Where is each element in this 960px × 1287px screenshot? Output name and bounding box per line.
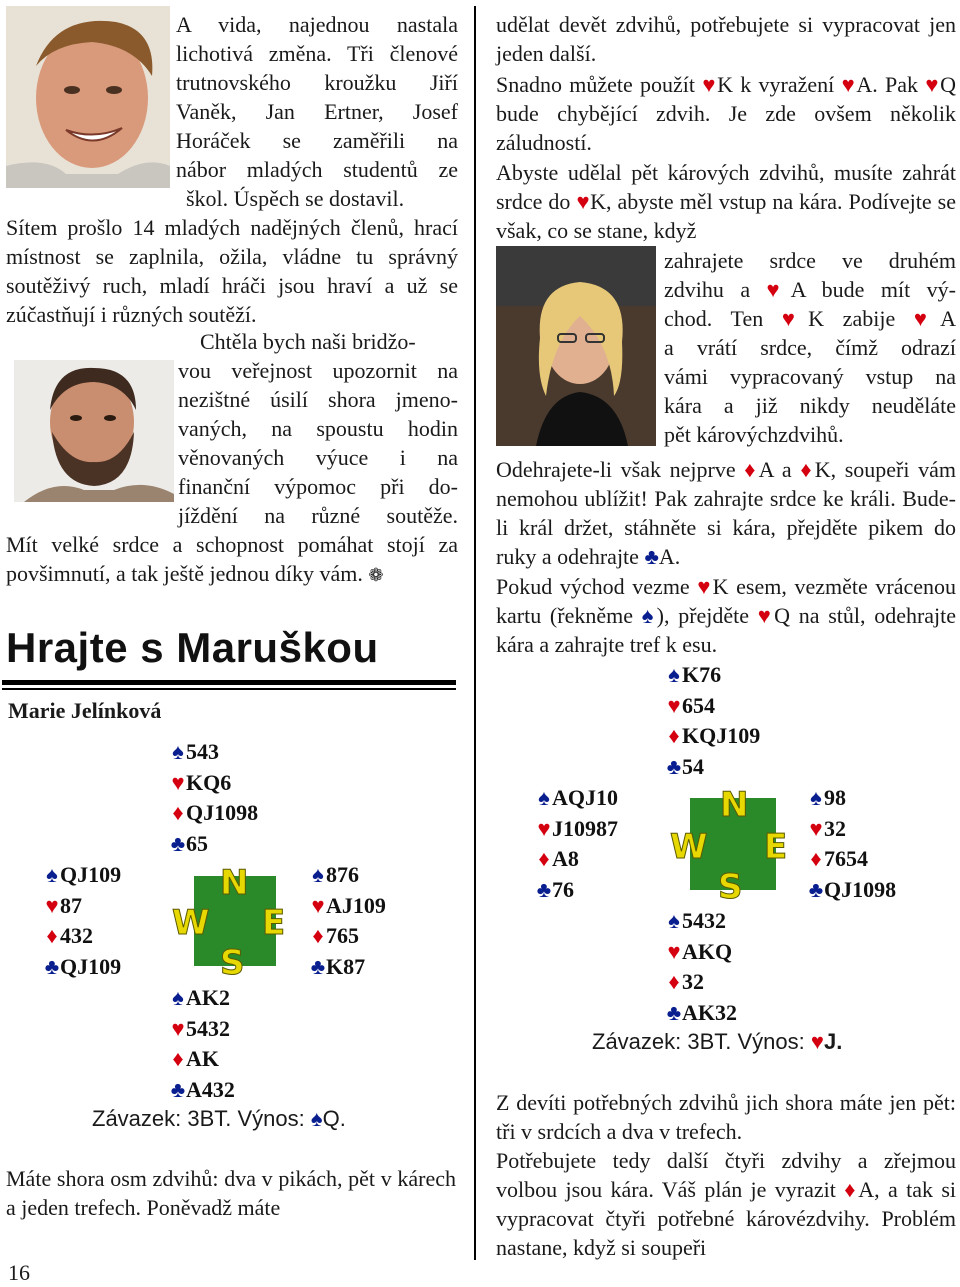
paragraph-r1: udělat devět zdvihů, potřebujete si vypracovat jen jeden další.	[496, 12, 956, 66]
heart-icon: ♥	[171, 769, 185, 795]
heart-icon: ♥	[576, 189, 591, 214]
hand-suit-line: ♠876	[310, 860, 386, 891]
compass-e: E	[764, 827, 788, 867]
deal1-north-hand	[170, 737, 258, 859]
wrap-line: vámi vypracovaný vstup na	[664, 364, 956, 389]
heart-icon: ♥	[171, 1015, 185, 1041]
heart-icon: ♥	[841, 72, 857, 97]
compass-n: N	[220, 863, 249, 903]
intro-line: lichotivá změna. Tři členové	[176, 41, 458, 66]
hand-suit-line: ♣54	[666, 752, 760, 783]
intro-line: trutnovského kroužku Jiří	[176, 70, 458, 95]
spade-icon: ♠	[810, 785, 822, 810]
club-icon: ♣	[170, 1076, 186, 1102]
diamond-icon: ♦	[844, 1177, 859, 1202]
intro-line: škol. Úspěch se dostavil.	[186, 186, 405, 211]
spade-icon: ♠	[668, 908, 680, 933]
heart-icon: ♥	[757, 603, 775, 628]
intro-line: Horáček se zaměřili na	[176, 128, 458, 153]
hand-suit-line: ♦ QJ1098	[170, 798, 258, 829]
deal2-contract: Závazek: 3BT. Výnos: ♥J.	[592, 1029, 843, 1054]
lead-card: Q.	[322, 1106, 346, 1131]
diamond-icon: ♦	[538, 846, 550, 872]
heading-rule-thin	[2, 688, 456, 690]
hand-suit-line: ♠AK2	[170, 983, 235, 1014]
spade-icon: ♠	[641, 603, 657, 628]
deal2-east-hand	[808, 783, 896, 905]
hand-suit-line: ♦ 765	[310, 921, 386, 952]
hand-suit-line: ♣A432	[170, 1075, 235, 1106]
deal1-compass	[168, 856, 298, 980]
deal2-north-hand	[666, 660, 760, 782]
deal2-west-hand	[536, 783, 618, 905]
compass-e: E	[262, 903, 286, 943]
hand-suit-line: ♠5432	[666, 906, 737, 937]
diamond-icon: ♦	[668, 969, 680, 995]
heart-icon: ♥	[810, 1029, 824, 1054]
intro-line: Vaněk, Jan Ertner, Josef	[176, 99, 458, 124]
paragraph-r4: Odehrajete-li však nejprve ♦A a ♦K, soupeři vám nemohou ublížit! Pak zahrajte srdce ke králi. Bude-li král držet, stáhněte si kára, přejděte pikem do ruky a odehrajte ♣A.	[496, 457, 956, 569]
photo-man-2	[14, 360, 174, 502]
club-icon: ♣	[44, 953, 60, 979]
hand-suit-line: ♠98	[808, 783, 896, 814]
paragraph-r3: Abyste udělal pět kárových zdvihů, musíte zahrát srdce do ♥K, abyste měl vstup na kára. Podívejte se však, co se stane, když	[496, 160, 957, 243]
hand-suit-line: ♥654	[666, 691, 760, 722]
thanks-text: Mít velké srdce a schopnost pomáhat stojí za povšimnutí, a tak ještě jednou díky vám.	[6, 532, 458, 586]
hand-suit-line: ♣AK32	[666, 998, 737, 1029]
spade-icon: ♠	[312, 862, 324, 887]
hand-suit-line: ♥AKQ	[666, 937, 737, 968]
paragraph-r3-wrap	[664, 246, 956, 449]
diamond-icon: ♦	[800, 457, 815, 482]
diamond-icon: ♦	[46, 923, 58, 949]
hand-suit-line: ♣65	[170, 829, 258, 860]
deal1-east-hand	[310, 860, 386, 982]
paragraph-r5: Pokud východ vezme ♥K esem, vezměte vrácenou kartu (řekněme ♠), přejděte ♥Q na stůl, odehrajte kára a zahrajte tref k esu.	[496, 574, 957, 657]
paragraph-new-members: Sítem prošlo 14 mladých nadějných členů, hrací místnost se zaplnila, ožila, vládne tu správný soutěživý ruch, mladí hráči jsou hraví a už se zúčastňují i různých soutěží.	[6, 215, 458, 327]
hand-suit-line: ♣QJ109	[44, 952, 121, 983]
appeal-line: věnovaných výuce i na	[178, 445, 458, 470]
heart-icon: ♥	[697, 574, 713, 599]
heart-icon: ♥	[537, 815, 551, 841]
diamond-icon: ♦	[668, 723, 680, 749]
heart-icon: ♥	[311, 892, 325, 918]
spade-icon: ♠	[46, 862, 58, 887]
column-divider	[474, 6, 476, 1260]
hand-suit-line: ♣76	[536, 875, 618, 906]
compass-w: W	[172, 903, 210, 943]
lead-card: J.	[823, 1029, 843, 1054]
hand-suit-line: ♥32	[808, 814, 896, 845]
author-name: Marie Jelínková	[8, 698, 162, 723]
compass-n: N	[720, 785, 749, 825]
hand-suit-line: ♥87	[44, 891, 121, 922]
appeal-line: vaných, na spoustu hodin	[178, 416, 458, 441]
club-icon: ♣	[536, 876, 552, 902]
hand-suit-line: ♥KQ6	[170, 768, 258, 799]
hand-suit-line: ♠QJ109	[44, 860, 121, 891]
diamond-icon: ♦	[312, 923, 324, 949]
hand-suit-line: ♦ KQJ109	[666, 721, 760, 752]
intro-line: nábor mladých studentů ze	[176, 157, 458, 182]
compass-w: W	[670, 827, 708, 867]
club-icon: ♣	[644, 544, 659, 569]
paragraph-thanks	[6, 530, 458, 590]
heading-rule-thick	[2, 680, 456, 685]
paragraph-r2: Snadno můžete použít ♥K k vyražení ♥A. Pak ♥Q bude chybějící zdvih. Je zde ovšem několik záludností.	[496, 72, 957, 155]
intro-paragraph	[176, 10, 458, 213]
hand-suit-line: ♥J10987	[536, 814, 618, 845]
club-icon: ♣	[666, 753, 682, 779]
club-icon: ♣	[666, 999, 682, 1025]
hand-suit-line: ♦ A8	[536, 844, 618, 875]
heart-icon: ♥	[667, 938, 681, 964]
paragraph-appeal	[178, 327, 458, 530]
spade-icon: ♠	[538, 785, 550, 810]
article-heading: Hrajte s Maruškou	[6, 624, 379, 671]
compass-s: S	[718, 867, 743, 904]
spade-icon: ♠	[310, 1106, 323, 1131]
hand-suit-line: ♦ 32	[666, 967, 737, 998]
deal1-west-hand	[44, 860, 121, 982]
diamond-icon: ♦	[810, 846, 822, 872]
diamond-icon: ♦	[744, 457, 759, 482]
appeal-line: Chtěla bych naši bridžo-	[200, 329, 416, 354]
wrap-line: chod. Ten ♥K zabije ♥A	[664, 306, 956, 331]
hand-suit-line: ♣QJ1098	[808, 875, 896, 906]
appeal-line: nezištné úsilí shora jmeno-	[178, 387, 458, 412]
heart-icon: ♥	[925, 72, 941, 97]
page-number: 16	[8, 1260, 30, 1285]
hand-suit-line: ♠543	[170, 737, 258, 768]
hand-suit-line: ♥5432	[170, 1014, 235, 1045]
heart-icon: ♥	[781, 306, 809, 331]
deal2-south-hand	[666, 906, 737, 1028]
spade-icon: ♠	[172, 739, 184, 764]
wrap-line: kára a již nikdy neuděláte	[664, 393, 956, 418]
club-icon: ♣	[170, 830, 186, 856]
wrap-line: a vrátí srdce, čímž odrazí	[664, 335, 956, 360]
hand-suit-line: ♣K87	[310, 952, 386, 983]
photo-man-1	[6, 6, 170, 188]
end-mark-icon: ❁	[368, 565, 384, 585]
paragraph-analysis-left: Máte shora osm zdvihů: dva v pikách, pět v kárech a jeden trefech. Poněvadž máte	[6, 1166, 456, 1220]
photo-woman	[496, 246, 656, 446]
appeal-line: vou veřejnost upozornit na	[178, 358, 458, 383]
compass-s: S	[220, 943, 245, 980]
appeal-line: jíždění na různé soutěže.	[178, 503, 458, 528]
paragraph-r6: Z devíti potřebných zdvihů jich shora máte jen pět: tři v srdcích a dva v trefech.	[496, 1090, 956, 1144]
diamond-icon: ♦	[172, 1046, 184, 1072]
paragraph-r7: Potřebujete tedy další čtyři zdvihy a zřejmou volbou jsou kára. Váš plán je vyrazit ♦A, a tak si vypracovat čtyři potřebné károvézdvihy. Problém nastane, když si soupeři	[496, 1148, 957, 1260]
heart-icon: ♥	[766, 277, 791, 302]
hand-suit-line: ♦ AK	[170, 1044, 235, 1075]
spade-icon: ♠	[172, 985, 184, 1010]
wrap-line: zdvihu a ♥A bude mít vý-	[664, 277, 956, 302]
hand-suit-line: ♠AQJ10	[536, 783, 618, 814]
club-icon: ♣	[310, 953, 326, 979]
wrap-line: pět károvýchzdvihů.	[664, 422, 844, 447]
appeal-line: finanční výpomoc při do-	[178, 474, 458, 499]
intro-line: A vida, najednou nastala	[176, 12, 458, 37]
hand-suit-line: ♠K76	[666, 660, 760, 691]
deal1-contract: Závazek: 3BT. Výnos: ♠Q.	[92, 1106, 346, 1131]
heart-icon: ♥	[45, 892, 59, 918]
diamond-icon: ♦	[172, 800, 184, 826]
hand-suit-line: ♦ 7654	[808, 844, 896, 875]
deal2-compass	[668, 780, 798, 904]
hand-suit-line: ♥AJ109	[310, 891, 386, 922]
heart-icon: ♥	[913, 306, 941, 331]
heart-icon: ♥	[809, 815, 823, 841]
heart-icon: ♥	[702, 72, 718, 97]
spade-icon: ♠	[668, 662, 680, 687]
hand-suit-line: ♦ 432	[44, 921, 121, 952]
wrap-line: zahrajete srdce ve druhém	[664, 248, 956, 273]
heart-icon: ♥	[667, 692, 681, 718]
club-icon: ♣	[808, 876, 824, 902]
deal1-south-hand	[170, 983, 235, 1105]
